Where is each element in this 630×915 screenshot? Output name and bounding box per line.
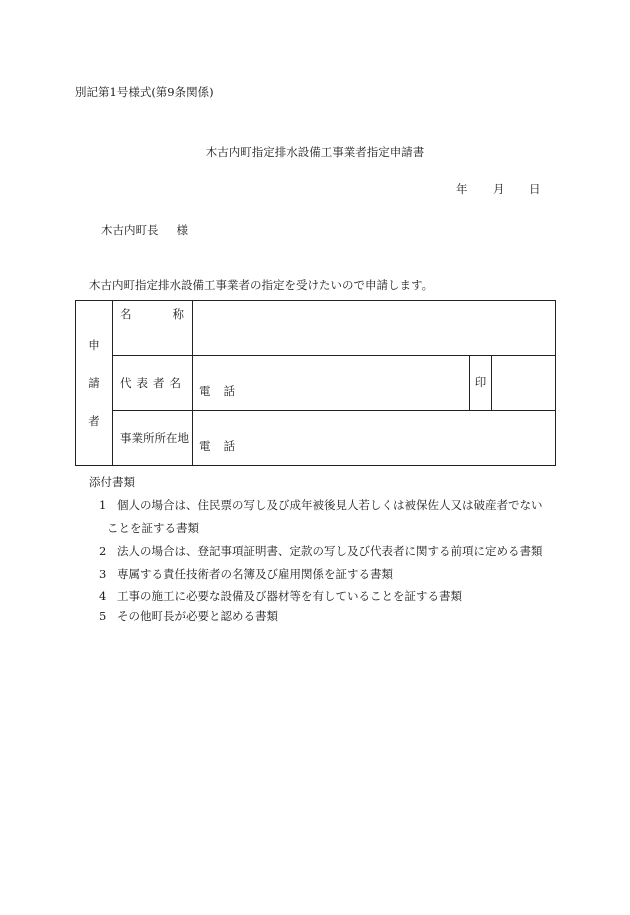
addressee-honorific: 様 (176, 223, 188, 237)
attachment-item: 2 法人の場合は、登記事項証明書、定款の写し及び代表者に関する前項に定める書類 (99, 544, 543, 558)
rep-field[interactable] (193, 356, 470, 411)
date-year-label: 年 (456, 182, 468, 196)
addressee-name: 木古内町長 (101, 223, 159, 237)
office-label-cell (113, 411, 193, 466)
document-title: 木古内町指定排水設備工事業者指定申請書 (205, 145, 425, 159)
seal-label-cell (469, 356, 491, 411)
rep-label-cell (113, 356, 193, 411)
side-char-2: 請 (88, 376, 100, 390)
date-day-label: 日 (529, 182, 541, 196)
attachment-item: 4 工事の施工に必要な設備及び器材等を有していることを証する書類 (99, 589, 462, 603)
office-label: 事業所所在地 (120, 431, 189, 445)
side-char-1: 申 (88, 338, 100, 352)
office-tel-label: 電 話 (199, 439, 235, 453)
seal-field[interactable] (491, 356, 555, 411)
rep-label: 代表者名 (120, 376, 186, 390)
form-label: 別記第1号様式(第9条関係) (75, 85, 214, 99)
office-field[interactable] (193, 411, 556, 466)
attachments-heading: 添付書類 (89, 475, 135, 489)
name-label-cell (113, 301, 193, 356)
seal-label: 印 (474, 375, 487, 389)
attachment-item: 1 個人の場合は、住民票の写し及び成年被後見人若しくは被保佐人又は破産者でない (99, 498, 543, 512)
attachment-item: 3 専属する責任技術者の名簿及び雇用関係を証する書類 (99, 567, 393, 581)
side-char-3: 者 (88, 414, 100, 428)
applicant-side-label (76, 301, 113, 466)
request-statement: 木古内町指定排水設備工事業者の指定を受けたいので申請します。 (89, 278, 434, 292)
attachment-item-continuation: ことを証する書類 (107, 521, 199, 535)
name-label-2: 称 (172, 307, 184, 321)
applicant-table (75, 300, 556, 466)
name-field[interactable] (193, 301, 556, 356)
date-month-label: 月 (493, 182, 505, 196)
attachment-item: 5 その他町長が必要と認める書類 (99, 609, 278, 623)
name-label-1: 名 (120, 307, 132, 321)
rep-tel-label: 電 話 (199, 384, 235, 398)
addressee (101, 222, 188, 238)
